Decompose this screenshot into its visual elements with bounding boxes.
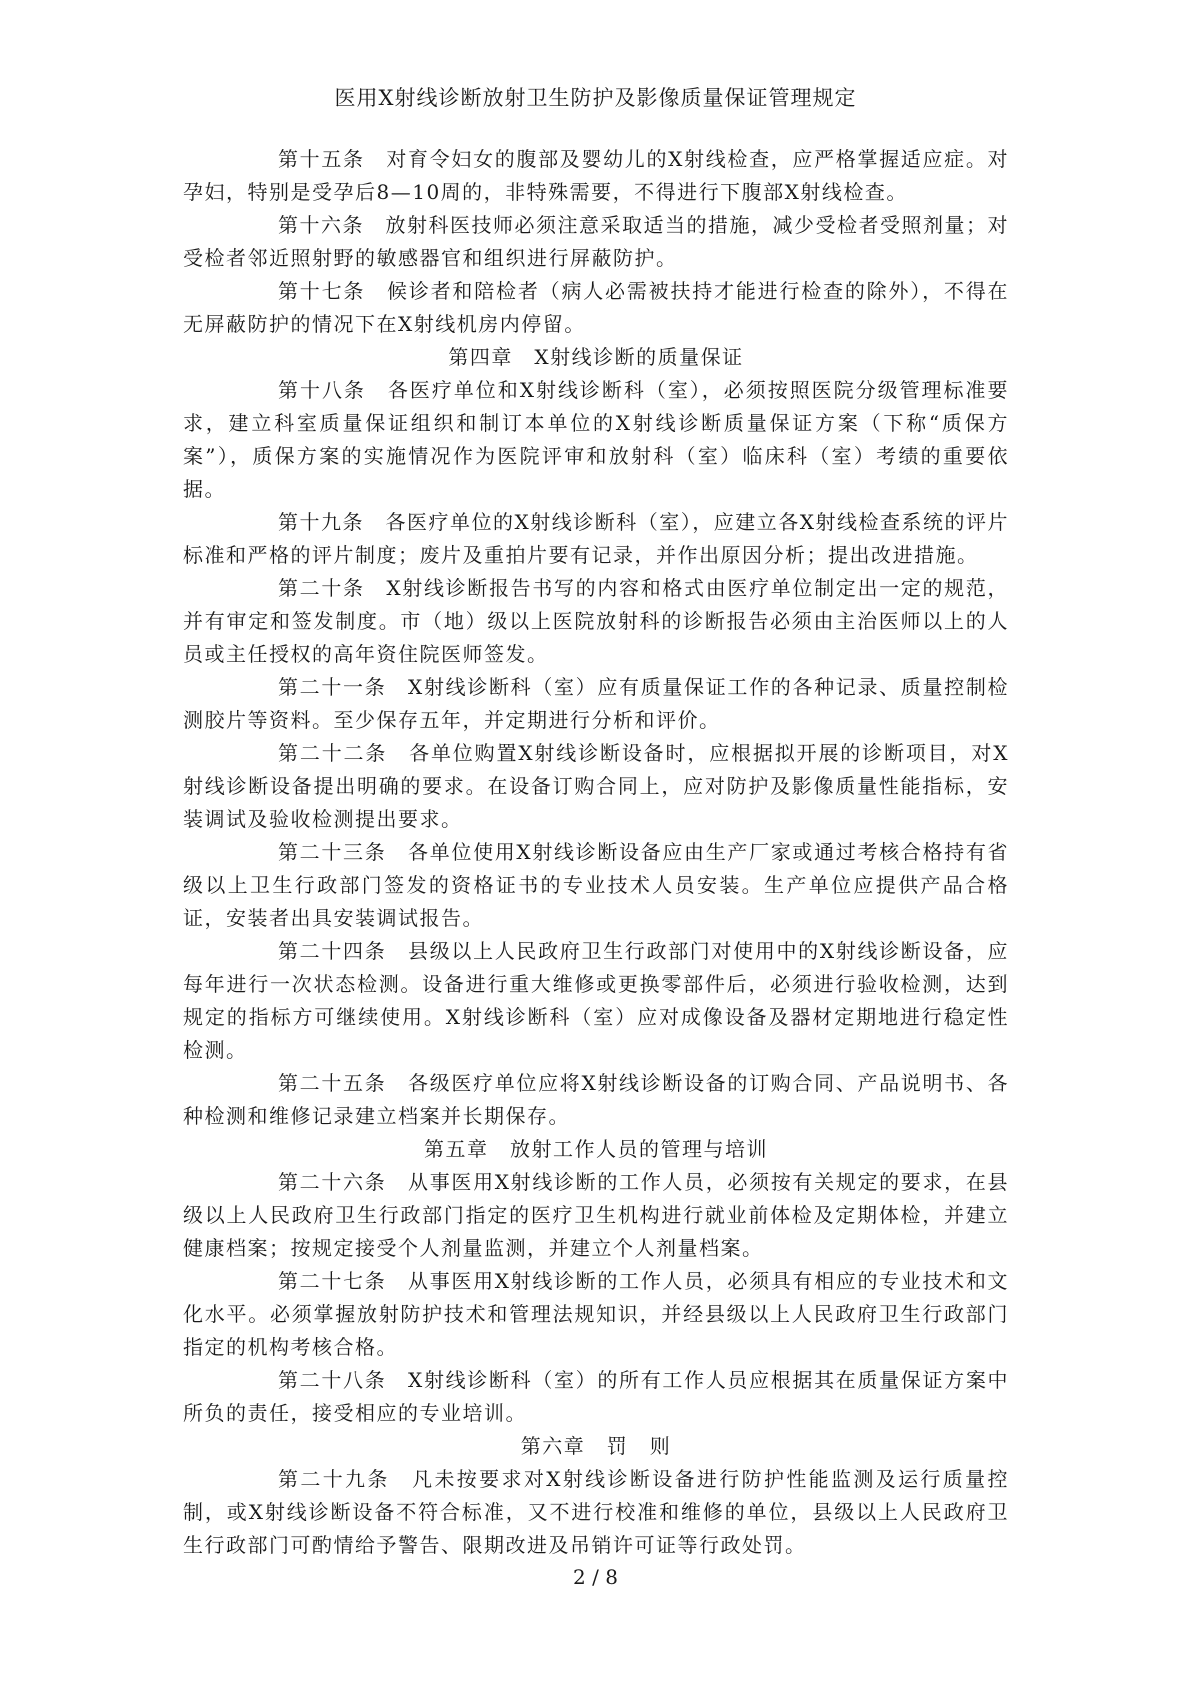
chapter-6-heading: 第六章 罚 则 bbox=[520, 1434, 672, 1458]
article-27: 第二十七条 从事医用X射线诊断的工作人员，必须具有相应的专业技术和文化水平。必须掌握放射防护技术和管理法规知识，并经县级以上人民政府卫生行政部门指定的机构考核合格。 bbox=[183, 1269, 1009, 1359]
article-28: 第二十八条 X射线诊断科（室）的所有工作人员应根据其在质量保证方案中所负的责任，接受相应的专业培训。 bbox=[183, 1368, 1009, 1425]
article-21: 第二十一条 X射线诊断科（室）应有质量保证工作的各种记录、质量控制检测胶片等资料。至少保存五年，并定期进行分析和评价。 bbox=[183, 675, 1009, 732]
chapter-5-heading: 第五章 放射工作人员的管理与培训 bbox=[424, 1137, 768, 1161]
article-24: 第二十四条 县级以上人民政府卫生行政部门对使用中的X射线诊断设备，应每年进行一次状态检测。设备进行重大维修或更换零部件后，必须进行验收检测，达到规定的指标方可继续使用。X射线诊断科（室）应对成像设备及器材定期地进行稳定性检测。 bbox=[183, 939, 1009, 1062]
page-number: 2 / 8 bbox=[573, 1565, 618, 1589]
document-body bbox=[183, 143, 1009, 1562]
article-17: 第十七条 候诊者和陪检者（病人必需被扶持才能进行检查的除外），不得在无屏蔽防护的情况下在X射线机房内停留。 bbox=[183, 279, 1009, 336]
article-25: 第二十五条 各级医疗单位应将X射线诊断设备的订购合同、产品说明书、各种检测和维修记录建立档案并长期保存。 bbox=[183, 1071, 1009, 1128]
article-20: 第二十条 X射线诊断报告书写的内容和格式由医疗单位制定出一定的规范，并有审定和签发制度。市（地）级以上医院放射科的诊断报告必须由主治医师以上的人员或主任授权的高年资住院医师签发。 bbox=[183, 576, 1009, 666]
chapter-4-heading: 第四章 X射线诊断的质量保证 bbox=[448, 345, 744, 369]
article-15: 第十五条 对育令妇女的腹部及婴幼儿的X射线检查，应严格掌握适应症。对孕妇，特别是受孕后8—10周的，非特殊需要，不得进行下腹部X射线检查。 bbox=[183, 147, 1009, 204]
article-23: 第二十三条 各单位使用X射线诊断设备应由生产厂家或通过考核合格持有省级以上卫生行政部门签发的资格证书的专业技术人员安装。生产单位应提供产品合格证，安装者出具安装调试报告。 bbox=[183, 840, 1009, 930]
article-22: 第二十二条 各单位购置X射线诊断设备时，应根据拟开展的诊断项目，对X射线诊断设备提出明确的要求。在设备订购合同上，应对防护及影像质量性能指标，安装调试及验收检测提出要求。 bbox=[183, 741, 1009, 831]
article-29: 第二十九条 凡未按要求对X射线诊断设备进行防护性能监测及运行质量控制，或X射线诊断设备不符合标准，又不进行校准和维修的单位，县级以上人民政府卫生行政部门可酌情给予警告、限期改进及吊销许可证等行政处罚。 bbox=[183, 1467, 1009, 1557]
article-26: 第二十六条 从事医用X射线诊断的工作人员，必须按有关规定的要求，在县级以上人民政府卫生行政部门指定的医疗卫生机构进行就业前体检及定期体检，并建立健康档案；按规定接受个人剂量监测，并建立个人剂量档案。 bbox=[183, 1170, 1009, 1260]
document-header-title: 医用X射线诊断放射卫生防护及影像质量保证管理规定 bbox=[334, 86, 857, 110]
article-18: 第十八条 各医疗单位和X射线诊断科（室），必须按照医院分级管理标准要求，建立科室质量保证组织和制订本单位的X射线诊断质量保证方案（下称“质保方案”），质保方案的实施情况作为医院评审和放射科（室）临床科（室）考绩的重要依据。 bbox=[183, 378, 1009, 501]
article-19: 第十九条 各医疗单位的X射线诊断科（室），应建立各X射线检查系统的评片标准和严格的评片制度；废片及重拍片要有记录，并作出原因分析；提出改进措施。 bbox=[183, 510, 1009, 567]
article-16: 第十六条 放射科医技师必须注意采取适当的措施，减少受检者受照剂量；对受检者邻近照射野的敏感器官和组织进行屏蔽防护。 bbox=[183, 213, 1009, 270]
